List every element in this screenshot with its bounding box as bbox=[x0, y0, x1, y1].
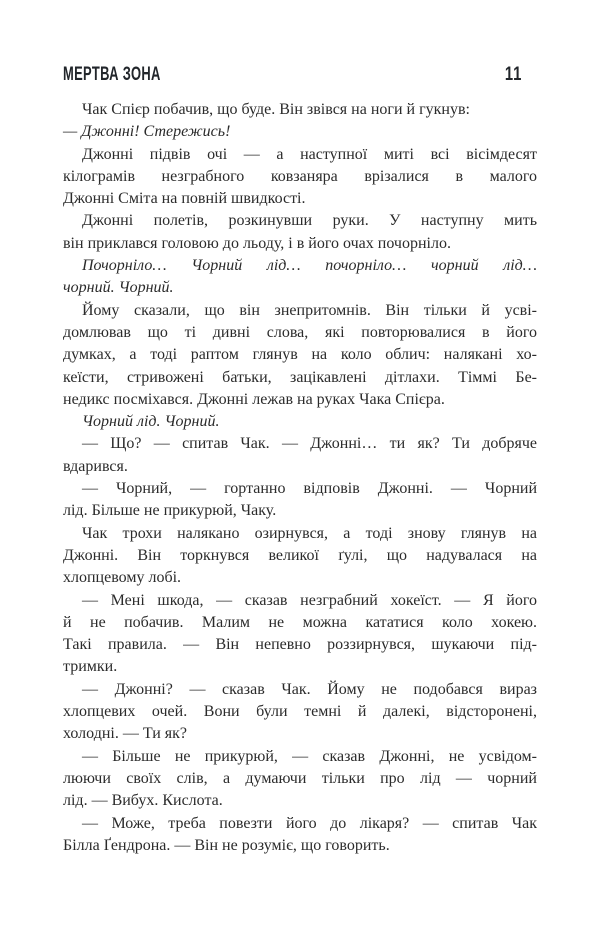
text-line: лід. — Вибух. Кислота. bbox=[63, 792, 223, 810]
paragraph bbox=[63, 99, 537, 121]
text-line: лід. Більше не прикурюй, Чаку. bbox=[63, 502, 277, 520]
text-line: чорний. Чорний. bbox=[63, 279, 174, 297]
text-line: — Більше не прикурюй, — сказав Джонні, не усвідом- bbox=[82, 747, 537, 765]
text-line: Чак Спієр побачив, що буде. Він звівся на ноги й гукнув: bbox=[82, 101, 470, 118]
text-line: Білла Ґендрона. — Він не розуміє, що говорить. bbox=[63, 836, 390, 854]
text-line: — Що? — спитав Чак. — Джонні… ти як? Ти добряче bbox=[82, 435, 537, 453]
text-line: — Мені шкода, — сказав незграбний хокеїст. — Я його bbox=[82, 591, 537, 609]
paragraph bbox=[63, 523, 537, 590]
paragraph bbox=[63, 590, 537, 679]
text-line: Почорніло… Чорний лід… почорніло… чорний лід… bbox=[82, 257, 537, 275]
paragraph bbox=[63, 121, 537, 143]
text-line: й не побачив. Малим не можна кататися коло хокею. bbox=[63, 613, 537, 631]
text-line: Джонні підвів очі — а наступної миті всі вісімдесят bbox=[82, 145, 537, 163]
paragraph bbox=[63, 813, 537, 858]
text-line: Йому сказали, що він знепритомнів. Він тільки й усві- bbox=[82, 301, 537, 319]
text-line: Чак трохи налякано озирнувся, а тоді знову глянув на bbox=[82, 524, 537, 542]
text-line: недикс посміхався. Джонні лежав на руках Чака Спієра. bbox=[63, 390, 445, 408]
text-line: вдарився. bbox=[63, 457, 128, 475]
text-line: він приклався головою до льоду, і в його очах почорніло. bbox=[63, 234, 451, 252]
paragraph bbox=[63, 478, 537, 523]
text-line: кеїсти, стривожені батьки, зацікавлені дітлахи. Тіммі Бе- bbox=[63, 368, 537, 386]
paragraph bbox=[63, 411, 537, 433]
page-body bbox=[63, 99, 537, 857]
text-line: тримки. bbox=[63, 658, 118, 676]
text-line: домлював що ті дивні слова, які повторювалися в його bbox=[63, 323, 537, 341]
paragraph bbox=[63, 300, 537, 411]
page-number: 11 bbox=[504, 64, 522, 85]
page-header bbox=[63, 64, 537, 86]
text-line: — Чорний, — гортанно відповів Джонні. — Чорний bbox=[82, 480, 537, 498]
text-line: хлопцевому лобі. bbox=[63, 569, 182, 587]
text-line: холодні. — Ти як? bbox=[63, 725, 188, 743]
text-line: — Може, треба повезти його до лікаря? — спитав Чак bbox=[82, 814, 537, 832]
paragraph bbox=[63, 144, 537, 211]
text-line: Джонні. Він торкнувся великої ґулі, що надувалася на bbox=[63, 546, 537, 564]
text-line: думках, а тоді раптом глянув на коло облич: налякані хо- bbox=[63, 346, 537, 364]
text-line: — Джонні! Стережись! bbox=[63, 123, 231, 141]
paragraph bbox=[63, 433, 537, 478]
text-line: — Джонні? — сказав Чак. Йому не подобався вираз bbox=[82, 680, 537, 698]
paragraph bbox=[63, 746, 537, 813]
text-line: люючи своїх слів, а думаючи тільки про лід — чорний bbox=[63, 769, 537, 787]
text-line: Джонні Сміта на повній швидкості. bbox=[63, 190, 306, 208]
paragraph bbox=[63, 210, 537, 255]
text-line: кілограмів незграбного ковзаняра врізалися в малого bbox=[63, 167, 537, 185]
text-line: Чорний лід. Чорний. bbox=[82, 413, 220, 431]
running-title: МЕРТВА ЗОНА bbox=[63, 64, 161, 85]
paragraph bbox=[63, 679, 537, 746]
text-line: Такі правила. — Він непевно роззирнувся, шукаючи під- bbox=[63, 636, 537, 654]
paragraph bbox=[63, 255, 537, 300]
text-line: хлопцевих очей. Вони були темні й далекі, відсторонені, bbox=[63, 703, 537, 721]
text-line: Джонні полетів, розкинувши руки. У наступну мить bbox=[82, 212, 537, 230]
